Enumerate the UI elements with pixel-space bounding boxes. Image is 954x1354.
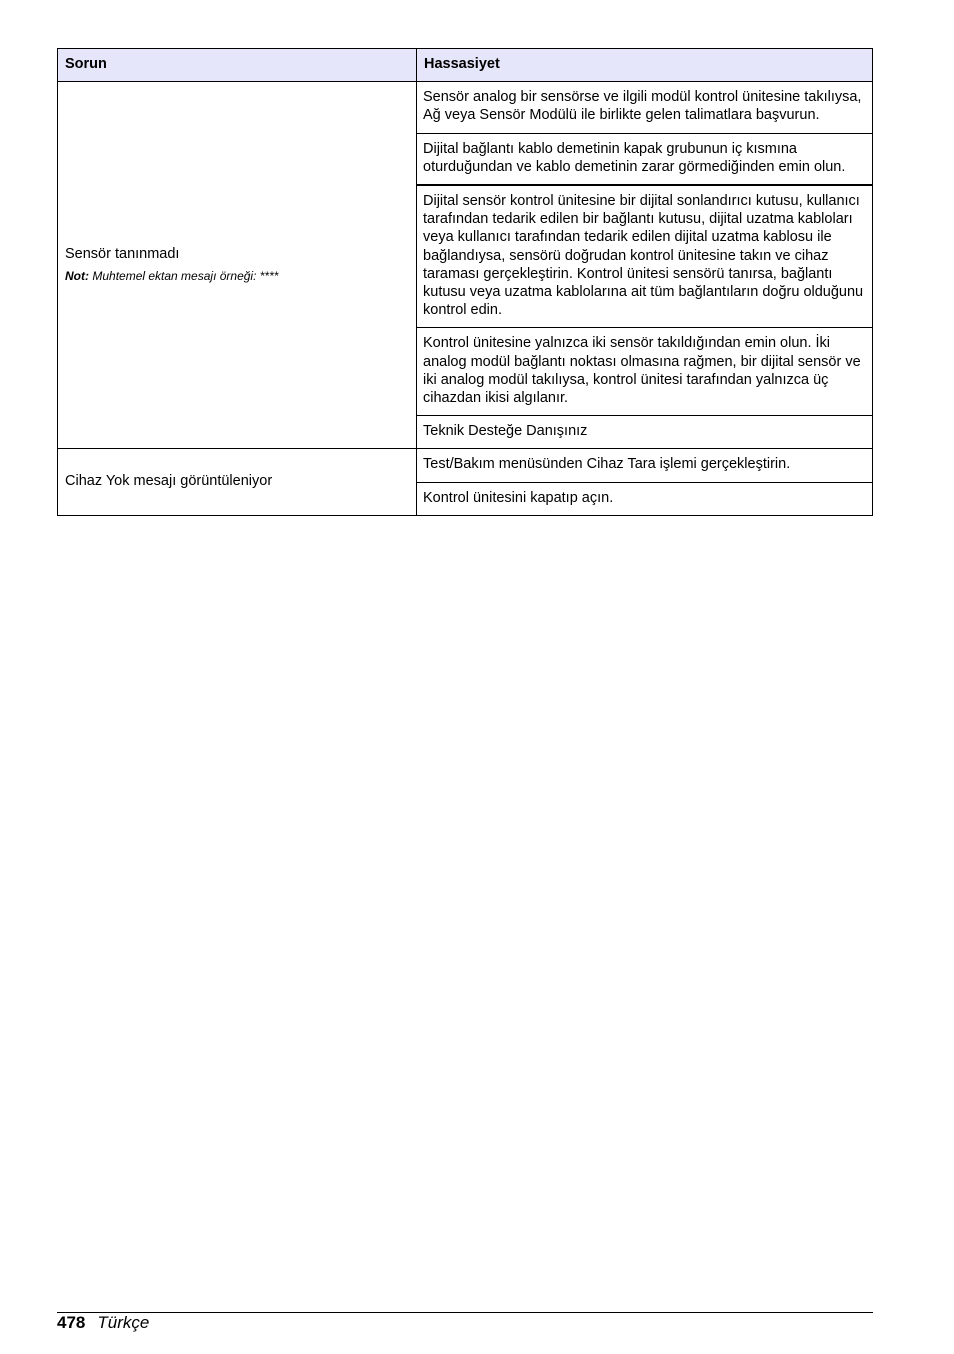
table-header-row [58,49,873,82]
table-row [58,82,873,133]
header-solution: Hassasiyet [417,49,873,82]
solution-cell: Sensör analog bir sensörse ve ilgili modül kontrol ünitesine takılıysa, Ağ veya Sensör Modülü ile birlikte gelen talimatlara başvurun. [417,82,873,133]
problem-text: Cihaz Yok mesajı görüntüleniyor [65,473,273,490]
note-label: Not: [65,268,89,283]
solution-cell: Dijital sensör kontrol ünitesine bir dijital sonlandırıcı kutusu, kullanıcı tarafından tedarik edilen bir bağlantı kutusu, dijital uzatma kabloları veya kullanıcı tarafından tedarik edilen dijital uzatma kablosu ile bağlandıysa, sensörü doğrudan kontrol ünitesine takın ve cihaz taraması gerçekleştirin. Kontrol ünitesi sensörü tanırsa, bağlantı kutusu veya uzatma kablolarına ait tüm bağlantıların doğru olduğunu kontrol edin. [417,185,873,328]
solution-cell: Test/Bakım menüsünden Cihaz Tara işlemi gerçekleştirin. [417,449,873,482]
problem-cell [58,82,417,449]
solution-cell: Teknik Desteğe Danışınız [417,416,873,449]
footer-language: Türkçe [97,1313,150,1332]
solution-cell: Kontrol ünitesini kapatıp açın. [417,482,873,515]
troubleshooting-table [57,48,873,516]
page-number: 478 [57,1313,86,1332]
problem-cell [58,449,417,515]
footer-divider [57,1312,873,1313]
header-problem: Sorun [58,49,417,82]
table-row [58,449,873,482]
page-footer [57,1313,149,1333]
solution-cell: Dijital bağlantı kablo demetinin kapak grubunun iç kısmına oturduğundan ve kablo demetinin zarar görmediğinden emin olun. [417,133,873,185]
note [65,269,409,284]
solution-cell: Kontrol ünitesine yalnızca iki sensör takıldığından emin olun. İki analog modül bağlantı noktası olmasına rağmen, bir dijital sensör ve iki analog modül takılıysa, kontrol ünitesi tarafından yalnızca üç cihazdan ikisi algılanır. [417,328,873,416]
note-text: Muhtemel ektan mesajı örneği: **** [92,268,279,283]
problem-text: Sensör tanınmadı [65,245,180,262]
